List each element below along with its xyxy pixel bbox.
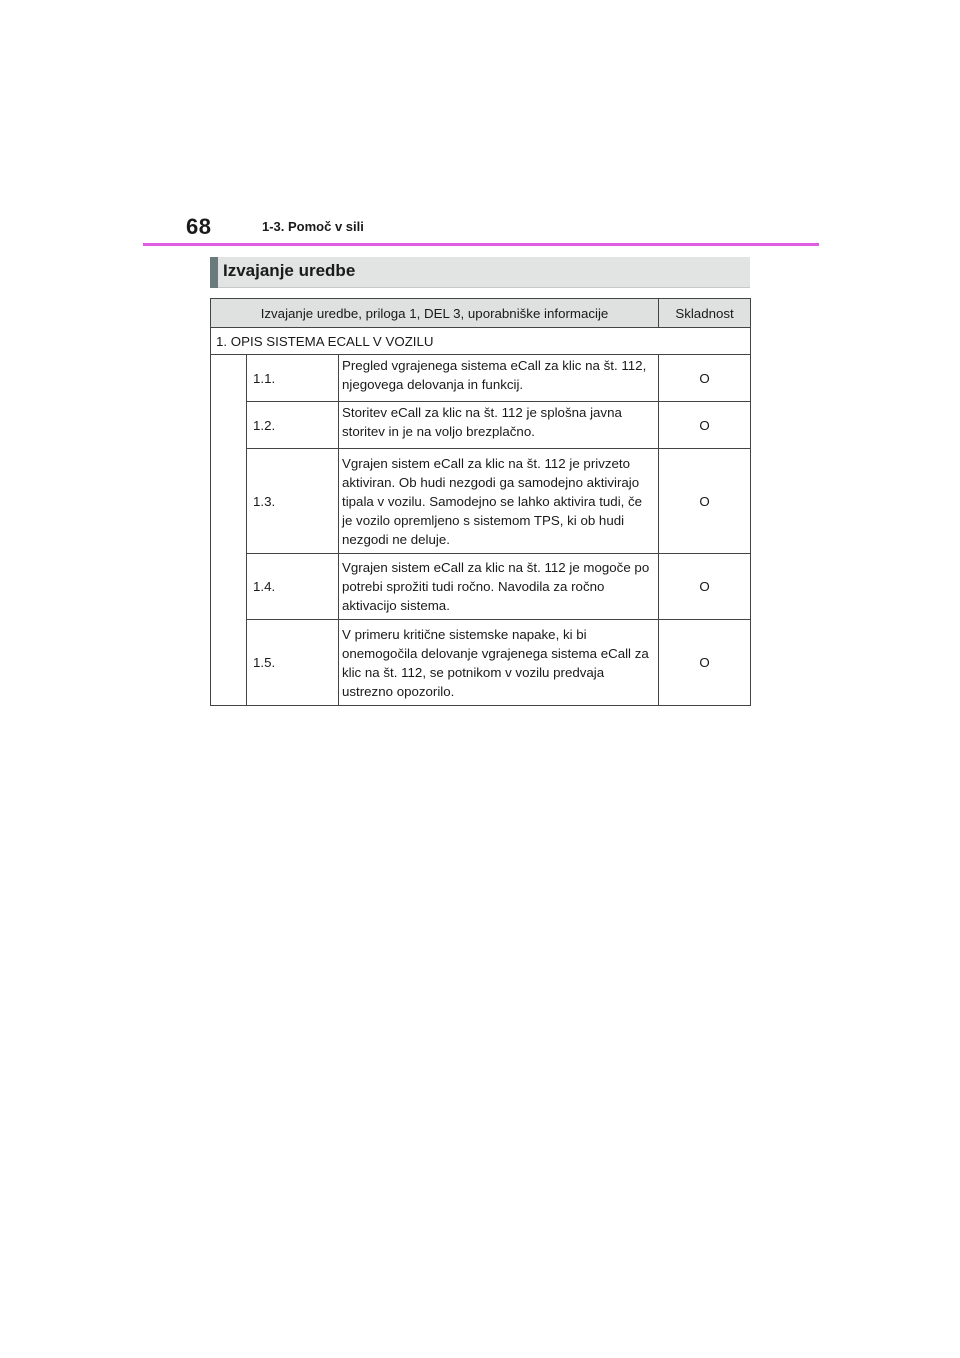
section-title: 1-3. Pomoč v sili xyxy=(262,219,364,234)
table-row xyxy=(211,620,751,706)
row-number: 1.1. xyxy=(247,355,339,402)
row-number: 1.4. xyxy=(247,554,339,620)
row-number: 1.5. xyxy=(247,620,339,706)
indent-cell xyxy=(211,355,247,706)
column-header-requirement: Izvajanje uredbe, priloga 1, DEL 3, uporabniške informacije xyxy=(211,299,659,328)
row-number: 1.3. xyxy=(247,449,339,554)
row-compliance: O xyxy=(659,449,751,554)
header-divider xyxy=(143,243,819,246)
section-title-cell: 1. OPIS SISTEMA ECALL V VOZILU xyxy=(211,328,751,355)
column-header-compliance: Skladnost xyxy=(659,299,751,328)
table-row xyxy=(211,554,751,620)
page-number: 68 xyxy=(186,214,212,239)
row-compliance: O xyxy=(659,554,751,620)
row-compliance: O xyxy=(659,620,751,706)
row-compliance: O xyxy=(659,402,751,449)
heading-accent-bar xyxy=(210,257,218,288)
table-header-row xyxy=(211,299,751,328)
row-text: Pregled vgrajenega sistema eCall za klic na št. 112, njegovega delovanja in funkcij. xyxy=(339,355,659,402)
table-row xyxy=(211,355,751,402)
row-number: 1.2. xyxy=(247,402,339,449)
row-text: Vgrajen sistem eCall za klic na št. 112 je mogoče po potrebi sprožiti tudi ročno. Navodila za ročno aktivacijo sistema. xyxy=(339,554,659,620)
row-text: Storitev eCall za klic na št. 112 je splošna javna storitev in je na voljo brezplačno. xyxy=(339,402,659,449)
table-row xyxy=(211,449,751,554)
row-text: V primeru kritične sistemske napake, ki bi onemogočila delovanje vgrajenega sistema eCall za klic na št. 112, se potnikom v vozilu predvaja ustrezno opozorilo. xyxy=(339,620,659,706)
table-row xyxy=(211,402,751,449)
row-text: Vgrajen sistem eCall za klic na št. 112 je privzeto aktiviran. Ob hudi nezgodi ga samodejno aktivirajo tipala v vozilu. Samodejno se lahko aktivira tudi, če je vozilo opremljeno s sistemom TPS, ki ob hudi nezgodi ne deluje. xyxy=(339,449,659,554)
section-heading xyxy=(210,257,750,288)
row-compliance: O xyxy=(659,355,751,402)
heading-text: Izvajanje uredbe xyxy=(223,261,356,280)
table-section-row xyxy=(211,328,751,355)
regulation-table xyxy=(210,298,751,706)
